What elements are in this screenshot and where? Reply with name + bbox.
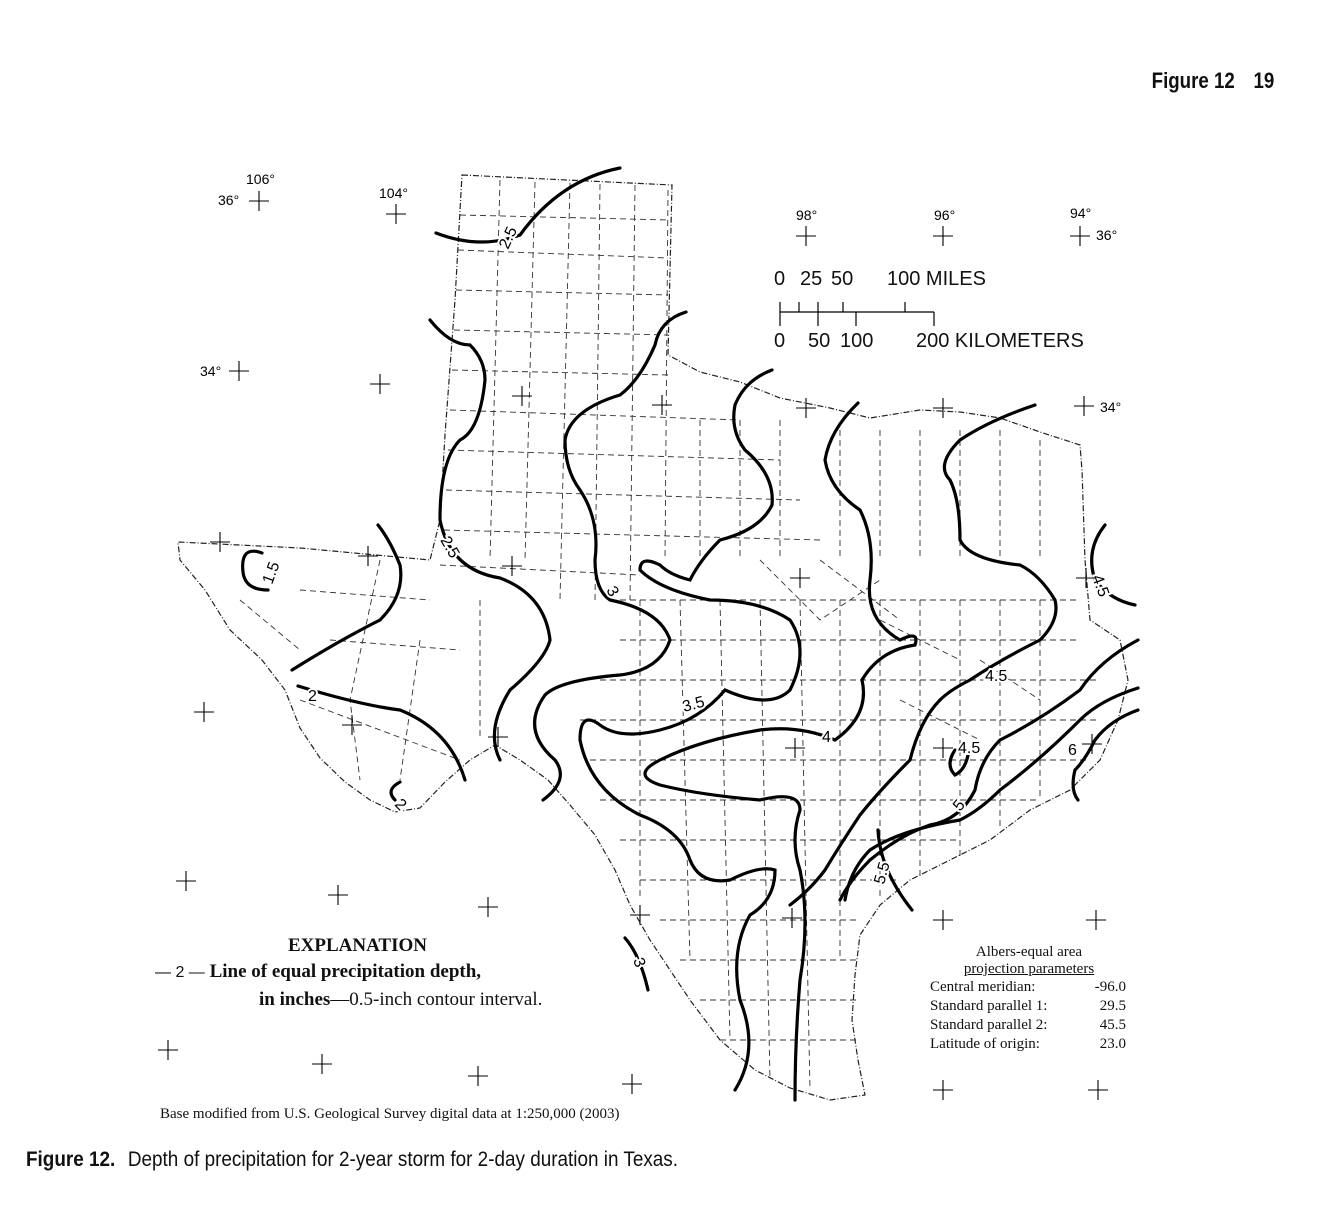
lon-96-label: 96° bbox=[934, 207, 956, 223]
param-label: Latitude of origin: bbox=[930, 1036, 1040, 1052]
explanation-title: EXPLANATION bbox=[288, 935, 427, 956]
contour-label: 2.5 bbox=[436, 533, 463, 562]
projection-row bbox=[930, 978, 1128, 997]
contour-symbol-value: 2 bbox=[175, 964, 185, 981]
contour-6 bbox=[1073, 710, 1138, 800]
contour-label: 4.5 bbox=[958, 740, 981, 757]
lon-106-label: 106° bbox=[246, 171, 275, 187]
lon-94-label: 94° bbox=[1070, 205, 1092, 221]
lon-104-label: 104° bbox=[379, 185, 408, 201]
projection-row bbox=[930, 1035, 1128, 1054]
contour-3-north bbox=[535, 312, 686, 800]
page-header bbox=[1133, 68, 1274, 94]
explanation-text-2: in inches bbox=[259, 989, 331, 1010]
contour-2-west bbox=[292, 525, 401, 670]
contour-2-small bbox=[391, 782, 400, 800]
contour-label: 2.5 bbox=[496, 224, 522, 252]
explanation-line-1 bbox=[155, 961, 481, 983]
contour-4.5-mid bbox=[790, 700, 940, 905]
lon-98-label: 98° bbox=[796, 207, 818, 223]
contour-label: 1.5 bbox=[259, 559, 284, 587]
contour-4.5-north bbox=[940, 405, 1056, 700]
param-value: 23.0 bbox=[1099, 1036, 1126, 1052]
lat-34-left-label: 34° bbox=[200, 363, 222, 379]
contour-label: 4.5 bbox=[1088, 572, 1112, 600]
contour-label: 5 bbox=[950, 796, 969, 815]
contour-label: 6 bbox=[1068, 742, 1077, 759]
scale-miles-100: 100 MILES bbox=[887, 268, 986, 290]
contour-label: 4.5 bbox=[985, 668, 1008, 685]
projection-subtitle: projection parameters bbox=[963, 961, 1095, 977]
scale-km-200: 200 KILOMETERS bbox=[916, 330, 1084, 352]
scale-miles-50: 50 bbox=[831, 268, 854, 290]
explanation-line-2 bbox=[259, 989, 542, 1011]
scale-miles-25: 25 bbox=[800, 268, 823, 290]
scale-km-0: 0 bbox=[774, 330, 786, 352]
lat-36-left-label: 36° bbox=[218, 192, 240, 208]
contour-label: 2 bbox=[391, 795, 410, 815]
source-note: Base modified from U.S. Geological Survey digital data at 1:250,000 (2003) bbox=[160, 1106, 620, 1122]
contour-label: 3 bbox=[629, 955, 649, 970]
lat-34-right-label: 34° bbox=[1100, 399, 1122, 415]
contour-2-loop bbox=[298, 686, 465, 780]
param-value: -96.0 bbox=[1094, 979, 1126, 995]
param-value: 29.5 bbox=[1099, 998, 1126, 1014]
projection-row bbox=[930, 1016, 1128, 1035]
graticule-labels bbox=[200, 171, 1121, 415]
contour-4 bbox=[645, 403, 916, 1100]
contour-symbol: — 2 — bbox=[155, 964, 205, 981]
param-value: 45.5 bbox=[1099, 1017, 1126, 1033]
explanation-text-3: —0.5-inch contour interval. bbox=[330, 989, 543, 1010]
figure-reference: Figure 12 bbox=[1151, 68, 1235, 93]
contour-label: 4 bbox=[822, 729, 831, 746]
scale-miles-0: 0 bbox=[774, 268, 786, 290]
page-number: 19 bbox=[1253, 68, 1274, 93]
scale-km-50: 50 bbox=[808, 330, 831, 352]
contour-label: 3 bbox=[602, 583, 622, 600]
param-label: Standard parallel 2: bbox=[930, 1017, 1048, 1033]
projection-title: Albers-equal area bbox=[975, 944, 1083, 960]
contour-label: 5.5 bbox=[871, 860, 894, 887]
explanation-text-1: Line of equal precipitation depth, bbox=[209, 961, 482, 982]
contour-2.5-north bbox=[436, 168, 620, 242]
scale-km-100: 100 bbox=[840, 330, 874, 352]
figure-caption bbox=[26, 1148, 678, 1172]
lat-36-right-label: 36° bbox=[1096, 227, 1118, 243]
contour-label: 3.5 bbox=[680, 693, 707, 716]
param-label: Standard parallel 1: bbox=[930, 998, 1048, 1014]
caption-text: Depth of precipitation for 2-year storm for 2-day duration in Texas. bbox=[127, 1148, 679, 1171]
scale-bar bbox=[780, 302, 934, 326]
param-label: Central meridian: bbox=[930, 979, 1036, 995]
contour-label: 2 bbox=[308, 688, 317, 705]
projection-parameters bbox=[930, 944, 1128, 1054]
caption-label: Figure 12. bbox=[26, 1148, 116, 1171]
projection-row bbox=[930, 997, 1128, 1016]
